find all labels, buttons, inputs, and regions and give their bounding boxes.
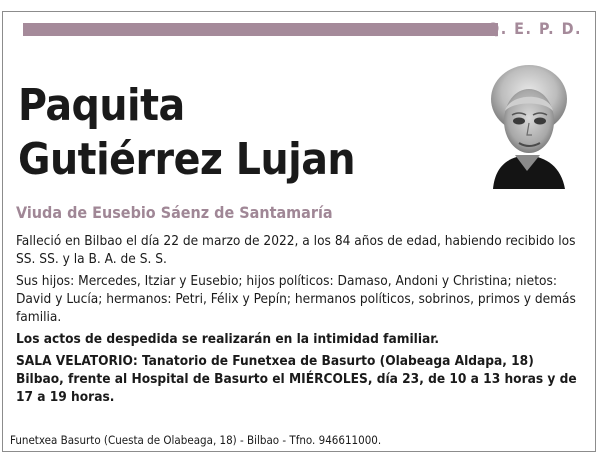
family-list: Sus hijos: Mercedes, Itziar y Eusebio; hijos políticos: Damaso, Andoni y Christina; nietos: David y Lucía; hermanos: Petri, Félix y Pepín; hermanos políticos, sobrinos, primos y demás familia. (16, 273, 576, 325)
deceased-name (18, 79, 355, 187)
wake-details: SALA VELATORIO: Tanatorio de Funetxea de Basurto (Olabeaga Aldapa, 18) Bilbao, frente al Hospital de Basurto el MIÉRCOLES, día 23, de 10 a 13 horas y de 17 a 19 horas. (16, 353, 577, 405)
header-bar (23, 23, 498, 36)
obituary-body (16, 232, 584, 410)
qepd-label: Q. E. P. D. (486, 19, 582, 38)
private-ceremony-notice: Los actos de despedida se realizarán en la intimidad familiar. (16, 331, 440, 347)
portrait-photo (485, 59, 570, 189)
funeral-home-footer: Funetxea Basurto (Cuesta de Olabeaga, 18) - Bilbao - Tfno. 946611000. (10, 433, 382, 447)
death-notice: Falleció en Bilbao el día 22 de marzo de 2022, a los 84 años de edad, habiendo recibido los SS. SS. y la B. A. de S. S. (16, 233, 576, 267)
deceased-first-name: Paquita (18, 80, 185, 131)
widow-of-line: Viuda de Eusebio Sáenz de Santamaría (16, 203, 333, 222)
deceased-surname: Gutiérrez Lujan (18, 134, 356, 185)
